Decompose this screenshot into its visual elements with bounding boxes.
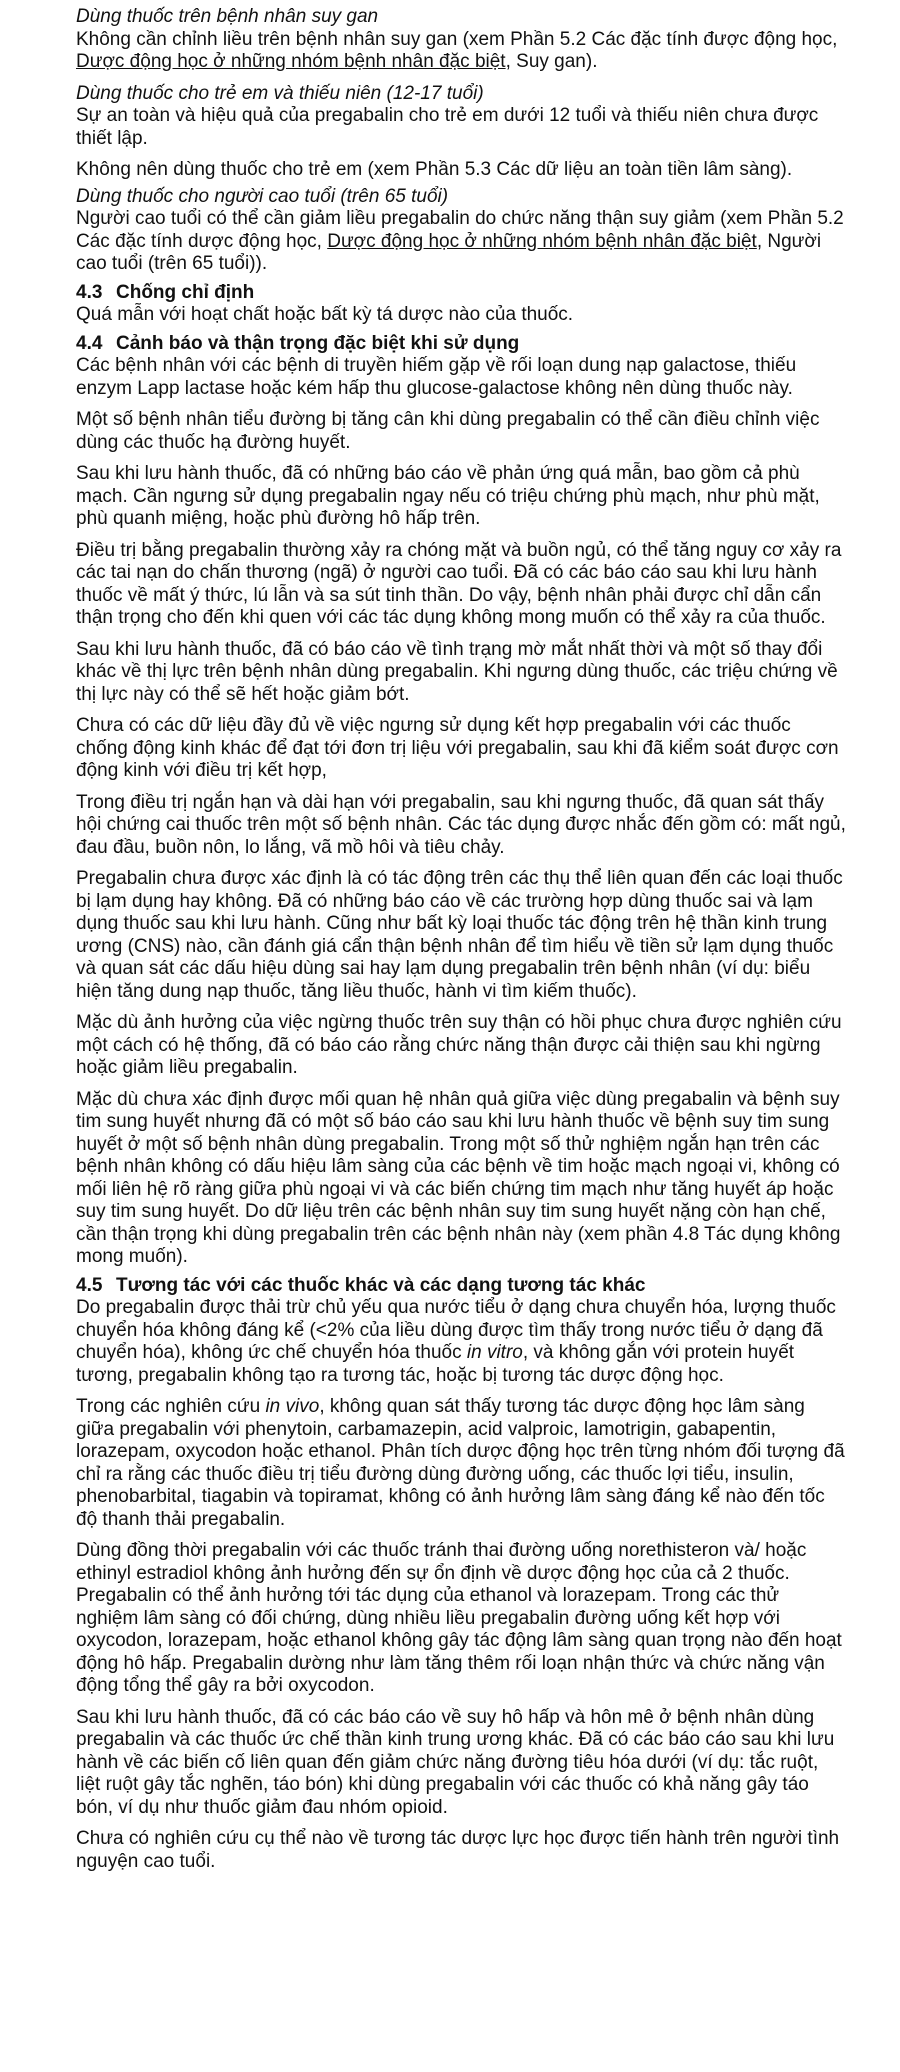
section-heading-4-4 xyxy=(76,333,846,356)
text-span: Trong các nghiên cứu xyxy=(76,1396,266,1417)
subsection-title-pediatric: Dùng thuốc cho trẻ em và thiếu niên (12-17 tuổi) xyxy=(76,82,484,104)
section-number: 4.3 xyxy=(76,281,103,303)
paragraph-contraindications: Quá mẫn với hoạt chất hoặc bất kỳ tá dược nào của thuốc. xyxy=(76,304,574,325)
underlined-reference: Dược động học ở những nhóm bệnh nhân đặc biệt xyxy=(76,51,506,72)
paragraph-warnings-7: Trong điều trị ngắn hạn và dài hạn với pregabalin, sau khi ngưng thuốc, đã quan sát thấy hội chứng cai thuốc trên một số bệnh nhân. Các tác dụng được nhắc đến gồm có: mất ngủ, đau đầu, buồn nôn, lo lắng, vã mồ hôi và tiêu chảy. xyxy=(76,791,846,858)
section-title: Cảnh báo và thận trọng đặc biệt khi sử dụng xyxy=(116,332,520,354)
subsection-title-hepatic: Dùng thuốc trên bệnh nhân suy gan xyxy=(76,6,379,27)
paragraph-warnings-3: Sau khi lưu hành thuốc, đã có những báo cáo về phản ứng quá mẫn, bao gồm cả phù mạch. Cần ngưng sử dụng pregabalin ngay nếu có triệu chứng phù mạch, như phù mặt, phù quanh miệng, hoặc phù đường hô hấp trên. xyxy=(76,463,820,529)
text-span: , và không gắn với protein huyết tương, pregabalin không tạo ra tương tác, hoặc bị tương tác dược động học. xyxy=(76,1342,795,1386)
text-span: Do pregabalin được thải trừ chủ yếu qua nước tiểu ở dạng chưa chuyển hóa, lượng thuốc chuyển hóa không đáng kể (<2% của liều dùng được tìm thấy trong nước tiểu ở dạng đã chuyển hóa), không ức chế chuyển hóa thuốc xyxy=(76,1297,836,1363)
text-span: , không quan sát thấy tương tác dược động học lâm sàng giữa pregabalin với phenytoin, carbamazepin, acid valproic, lamotrigin, gabapentin, lorazepam, oxycodon hoặc ethanol. Phân tích dược động học trên từng nhóm đối tượng đã chỉ ra rằng các thuốc điều trị tiểu đường dùng đường uống, các thuốc lợi tiểu, insulin, phenobarbital, tiagabin và topiramat, không có ảnh hưởng lâm sàng đáng kể nào đến tốc độ thanh thải pregabalin. xyxy=(76,1396,845,1530)
section-number: 4.5 xyxy=(76,1274,103,1296)
paragraph-hepatic xyxy=(76,29,846,74)
italic-term: in vivo xyxy=(265,1396,320,1417)
paragraph-warnings-10: Mặc dù chưa xác định được mối quan hệ nhân quả giữa việc dùng pregabalin và bệnh suy tim sung huyết nhưng đã có một số báo cáo sau khi lưu hành thuốc về bệnh suy tim sung huyết ở một số bệnh nhân dùng pregabalin. Trong một số thử nghiệm ngắn hạn trên các bệnh nhân không có dấu hiệu lâm sàng của các bệnh về tim hoặc mạch ngoại vi, không có mối liên hệ rõ ràng giữa phù ngoại vi và các biến chứng tim mạch như tăng huyết áp hoặc suy tim sung huyết. Do dữ liệu trên các bệnh nhân suy tim sung huyết nặng còn hạn chế, cần thận trọng khi dùng pregabalin trên các bệnh nhân này (xem phần 4.8 Tác dụng không mong muốn). xyxy=(76,1088,841,1267)
text-span: Người cao tuổi có thể cần giảm liều pregabalin do chức năng thận suy giảm (xem Phần 5.2 Các đặc tính dược động học, xyxy=(76,208,844,252)
paragraph-elderly xyxy=(76,208,846,276)
paragraph-warnings-6: Chưa có các dữ liệu đầy đủ về việc ngưng sử dụng kết hợp pregabalin với các thuốc chống động kinh khác để đạt tới đơn trị liệu với pregabalin, sau khi đã kiểm soát được cơn động kinh với điều trị kết hợp, xyxy=(76,715,839,781)
section-title: Tương tác với các thuốc khác và các dạng tương tác khác xyxy=(116,1274,646,1296)
paragraph-interactions-1 xyxy=(76,1297,846,1387)
section-title: Chống chỉ định xyxy=(116,281,255,303)
paragraph-pediatric-1: Sự an toàn và hiệu quả của pregabalin cho trẻ em dưới 12 tuổi và thiếu niên chưa được thiết lập. xyxy=(76,105,819,149)
paragraph-interactions-4: Sau khi lưu hành thuốc, đã có các báo cáo về suy hô hấp và hôn mê ở bệnh nhân dùng pregabalin và các thuốc ức chế thần kinh trung ương khác. Đã có các báo cáo sau khi lưu hành về các biến cố liên quan đến giảm chức năng đường tiêu hóa dưới (ví dụ: tắc ruột, liệt ruột gây tắc nghẽn, táo bón) khi dùng pregabalin với các thuốc có khả năng gây táo bón, ví dụ như thuốc giảm đau nhóm opioid. xyxy=(76,1706,835,1818)
underlined-reference: Dược động học ở những nhóm bệnh nhân đặc biệt xyxy=(327,230,757,252)
paragraph-interactions-3: Dùng đồng thời pregabalin với các thuốc tránh thai đường uống norethisteron và/ hoặc ethinyl estradiol không ảnh hưởng đến sự ổn định về dược động học của cả 2 thuốc. Pregabalin có thể ảnh hưởng tới tác dụng của ethanol và lorazepam. Trong các thử nghiệm lâm sàng có đối chứng, dùng nhiều liều pregabalin đường uống kết hợp với oxycodon, lorazepam, hoặc ethanol không gây tác động lâm sàng quan trọng nào đến hoạt động hô hấp. Pregabalin dường như làm tăng thêm rối loạn nhận thức và chức năng vận động tổng thể gây ra bởi oxycodon. xyxy=(76,1540,842,1696)
section-heading-4-5 xyxy=(76,1275,846,1298)
paragraph-warnings-2: Một số bệnh nhân tiểu đường bị tăng cân khi dùng pregabalin có thể cần điều chỉnh việc dùng các thuốc hạ đường huyết. xyxy=(76,409,820,453)
paragraph-warnings-9: Mặc dù ảnh hưởng của việc ngừng thuốc trên suy thận có hồi phục chưa được nghiên cứu một cách có hệ thống, đã có báo cáo rằng chức năng thận được cải thiện sau khi ngừng hoặc giảm liều pregabalin. xyxy=(76,1012,842,1078)
paragraph-pediatric-2: Không nên dùng thuốc cho trẻ em (xem Phần 5.3 Các dữ liệu an toàn tiền lâm sàng). xyxy=(76,159,793,180)
section-number: 4.4 xyxy=(76,332,103,354)
paragraph-warnings-8: Pregabalin chưa được xác định là có tác động trên các thụ thể liên quan đến các loại thuốc bị lạm dụng hay không. Đã có những báo cáo về các trường hợp dùng thuốc sai và lạm dụng thuốc sau khi lưu hành. Cũng như bất kỳ loại thuốc tác động trên hệ thần kinh trung ương (CNS) nào, cần đánh giá cẩn thận bệnh nhân để tìm hiểu về tiền sử lạm dụng thuốc và quan sát các dấu hiệu dùng sai hay lạm dụng pregabalin trên bệnh nhân (ví dụ: biểu hiện tăng dung nạp thuốc, tăng liều thuốc, hành vi tìm kiếm thuốc). xyxy=(76,868,843,1002)
paragraph-interactions-2 xyxy=(76,1396,846,1531)
paragraph-warnings-5: Sau khi lưu hành thuốc, đã có báo cáo về tình trạng mờ mắt nhất thời và một số thay đổi khác về thị lực trên bệnh nhân dùng pregabalin. Khi ngưng dùng thuốc, các triệu chứng về thị lực này có thể sẽ hết hoặc giảm bớt. xyxy=(76,638,838,705)
text-span: , Suy gan). xyxy=(505,51,598,72)
paragraph-warnings-1: Các bệnh nhân với các bệnh di truyền hiếm gặp về rối loạn dung nạp galactose, thiếu enzym Lapp lactase hoặc kém hấp thu glucose-galactose không nên dùng thuốc này. xyxy=(76,355,797,399)
text-span: Không cần chỉnh liều trên bệnh nhân suy gan (xem Phần 5.2 Các đặc tính được động học, xyxy=(76,28,838,50)
italic-term: in vitro xyxy=(466,1342,523,1363)
section-heading-4-3 xyxy=(76,282,846,305)
subsection-title-elderly: Dùng thuốc cho người cao tuổi (trên 65 tuổi) xyxy=(76,185,449,207)
paragraph-interactions-5: Chưa có nghiên cứu cụ thể nào về tương tác dược lực học được tiến hành trên người tình nguyện cao tuổi. xyxy=(76,1828,840,1872)
text-span: , Người cao tuổi (trên 65 tuổi)). xyxy=(76,230,822,274)
paragraph-warnings-4: Điều trị bằng pregabalin thường xảy ra chóng mặt và buồn ngủ, có thể tăng nguy cơ xảy ra các tai nạn do chấn thương (ngã) ở người cao tuổi. Đã có các báo cáo sau khi lưu hành thuốc về mất ý thức, lú lẫn và sa sút tinh thần. Do vậy, bệnh nhân phải được chỉ dẫn cẩn thận trọng cho đến khi quen với các tác dụng không mong muốn có thể xảy ra của thuốc. xyxy=(76,539,842,628)
